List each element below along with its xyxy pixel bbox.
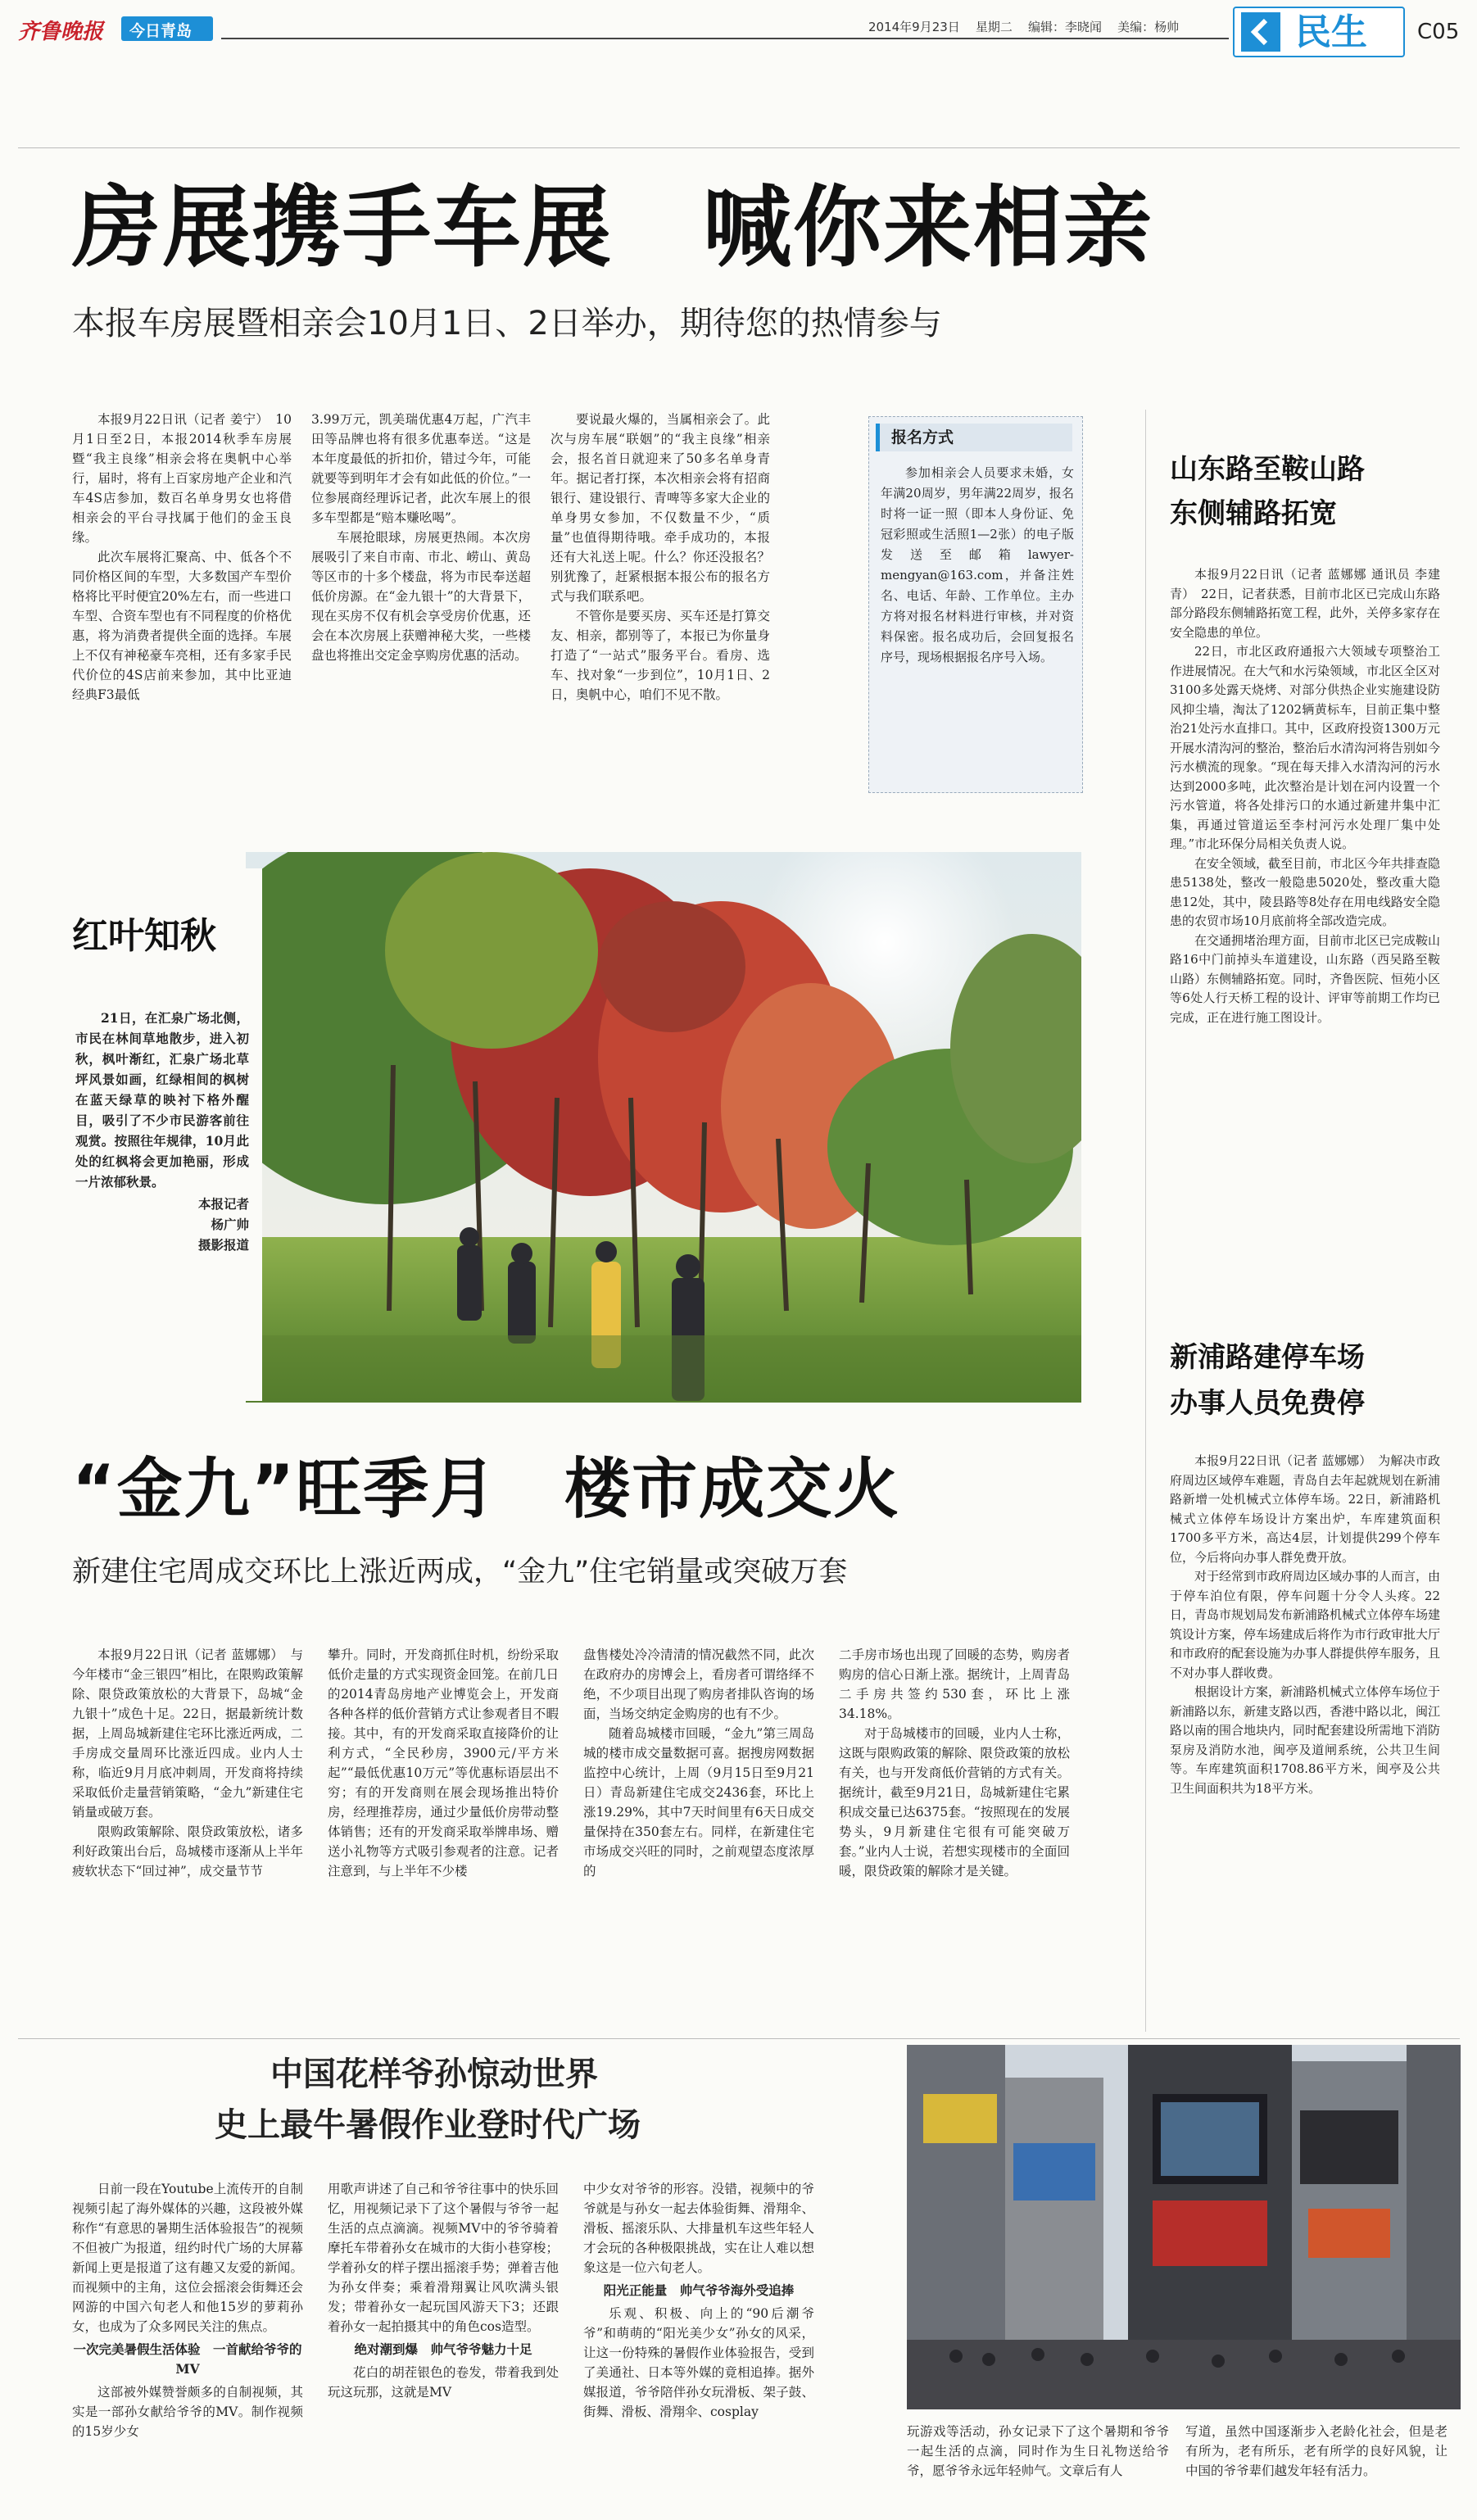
story1-title: 房展携手车展 喊你来相亲 xyxy=(72,177,1154,279)
brand-logo: 齐鲁晚报 xyxy=(18,20,104,44)
side2-p3: 根据设计方案，新浦路机械式立体停车场位于新浦路以东，新建支路以西，香港中路以北，闽江路以南的围合地块内，同时配套建设所需地下消防泵房及消防水池，闽亭及道闸系统，公共卫生间等。车库建筑面积1708.86平方米，闽亭及公共卫生间面积共为18平方米。 xyxy=(1170,1684,1441,1796)
story1-col3-p2: 不管你是要买房、买车还是打算交友、相亲，都别等了，本报已为你量身打造了“一站式”服务平台。看房、选车、找对象“一步到位”，10月1日、2日，奥帆中心，咱们不见不散。 xyxy=(550,609,770,702)
story3-col3-p1: 中少女对爷爷的形容。没错，视频中的爷爷就是与孙女一起去体验街舞、滑翔伞、滑板、摇滚乐队、大排量机车这些年轻人才会玩的各种极限挑战，实在让人难以想象这是一位六旬老人。 xyxy=(583,2182,814,2275)
side1-title-line2: 东侧辅路拓宽 xyxy=(1170,497,1337,530)
story3-col5 xyxy=(1185,2422,1448,2481)
story1-col2 xyxy=(311,410,531,665)
masthead xyxy=(0,0,1477,66)
edition-badge xyxy=(121,16,213,41)
photo1-caption-text: 21日，在汇泉广场北侧，市民在林间草地散步，进入初秋，枫叶渐红，汇泉广场北草坪风景如画，红绿相间的枫树在蓝天绿草的映衬下格外醒目，吸引了不少市民游客前往观赏。按照往年规律，10月此处的红枫将会更加艳丽，形成一片浓郁秋景。 xyxy=(75,1010,249,1190)
side1-p1: 本报9月22日讯（记者 蓝娜娜 通讯员 李建青） 22日，记者获悉，目前市北区已完成山东路部分路段东侧辅路拓宽工程，此外，关停多家存在安全隐患的单位。 xyxy=(1170,567,1441,640)
header-meta xyxy=(868,18,1179,35)
side2-p1: 本报9月22日讯（记者 蓝娜娜） 为解决市政府周边区域停车难题，青岛自去年起就规划在新浦路新增一处机械式立体停车场。22日，新浦路机械式立体停车场设计方案出炉，车库建筑面积1700多平方米，高达4层，计划提供299个停车位，今后将向办事人群免费开放。 xyxy=(1170,1453,1441,1565)
story3-title-line1: 中国花样爷孙惊动世界 xyxy=(270,2055,598,2093)
story3-col3-p2: 乐观、积极、向上的“90后潮爷爷”和萌萌的“阳光美少女”孙女的风采，让这一份特殊的暑假作业体验报告，受到了美通社、日本等外媒的竟相追捧。据外媒报道，爷爷陪伴孙女玩滑板、架子鼓、街舞、滑板、滑翔伞、cosplay xyxy=(583,2306,814,2419)
story2-col4 xyxy=(839,1645,1070,1881)
side2-p2: 对于经常到市政府周边区域办事的人而言，由于停车泊位有限，停车问题十分令人头疼。22日，青岛市规划局发布新浦路机械式立体停车场建筑设计方案，停车场建成后将作为市行政审批大厅和市政府的配套设施为办事人群提供停车服务，且不对办事人群收费。 xyxy=(1170,1569,1441,1680)
story3-col4 xyxy=(907,2422,1169,2481)
page-number: C05 xyxy=(1417,20,1460,44)
header-rule xyxy=(221,38,1229,39)
story3-col5-p1: 写道，虽然中国逐渐步入老龄化社会，但是老有所为，老有所乐，老有所学的良好风貌，让中国的爷爷辈们越发年轻有活力。 xyxy=(1185,2424,1448,2478)
red-leaves-photo xyxy=(246,852,1081,1403)
photo1-caption xyxy=(75,1008,249,1255)
top-rule xyxy=(18,147,1460,148)
header-designer: 美编：杨帅 xyxy=(1117,20,1180,34)
story3-col1-p2: 这部被外媒赞誉颇多的自制视频，其实是一部孙女献给爷爷的MV。制作视频的15岁少女 xyxy=(72,2385,303,2439)
story2-col3 xyxy=(583,1645,814,1881)
story1-col1 xyxy=(72,410,292,705)
side2-body xyxy=(1170,1452,1440,1798)
photo1-title: 红叶知秋 xyxy=(72,915,216,957)
story2-col2-p1: 攀升。同时，开发商抓住时机，纷纷采取低价走量的方式实现资金回笼。在前几日的2014青岛房地产业博览会上，开发商各种各样的低价营销方式让参观者目不暇接。其中，有的开发商采取直接降价的让利方式，“全民秒房，3900元/平方米起”“最低优惠10万元”等优惠标语层出不穷；有的开发商则在展会现场推出特价房，经理推荐房，通过少量低价房带动整体销售；还有的开发商采取举牌串场、赠送小礼物等方式吸引参观者的注意。记者注意到，与上半年不少楼 xyxy=(328,1648,559,1879)
signup-box-title: 报名方式 xyxy=(876,424,1072,451)
story2-col2 xyxy=(328,1645,559,1881)
story3-col2-p1: 用歌声讲述了自己和爷爷往事中的快乐回忆，用视频记录下了这个暑假与爷爷一起生活的点点滴滴。视频MV中的爷爷骑着摩托车带着孙女在城市的大街小巷穿梭；学着孙女的样子摆出摇滚手势；弹着吉他为孙女伴奏；乘着滑翔翼让风吹满头银发；带着孙女一起玩国风游天下3；还跟着孙女一起拍摄其中的角色cos造型。 xyxy=(328,2182,559,2334)
story3-top-rule xyxy=(18,2038,1460,2039)
story3-col2-p2: 花白的胡茬银色的卷发，带着我到处玩这玩那，这就是MV xyxy=(328,2365,559,2400)
story2-col1 xyxy=(72,1645,303,1881)
story3-title-line2: 史上最牛暑假作业登时代广场 xyxy=(215,2106,641,2144)
story3-col2 xyxy=(328,2179,559,2402)
story3-col4-p1: 玩游戏等活动，孙女记录下了这个暑期和爷爷一起生活的点滴，同时作为生日礼物送给爷爷，愿爷爷永远年轻帅气。文章后有人 xyxy=(907,2424,1169,2478)
section-name: 民生 xyxy=(1295,11,1367,53)
side1-p3: 在安全领域，截至目前，市北区今年共排查隐患5138处，整改一般隐患5020处，整改重大隐患12处，其中，陵县路等8处存在用电线路安全隐患的农贸市场10月底前将全部改造完成。 xyxy=(1170,855,1441,928)
header-date: 2014年9月23日 xyxy=(868,20,960,34)
times-square-photo-image xyxy=(907,2045,1461,2409)
story3-col1-p1: 日前一段在Youtube上流传开的自制视频引起了海外媒体的兴趣，这段被外媒称作“有意思的暑期生活体验报告”的视频不但被广为报道，纽约时代广场的大屏幕新闻上更是报道了这有趣又友爱的新闻。而视频中的主角，这位会摇滚会街舞还会网游的中国六旬老人和他15岁的萝莉孙女，也成为了众多网民关注的焦点。 xyxy=(72,2182,303,2334)
side1-p2: 22日，市北区政府通报六大领域专项整治工作进展情况。在大气和水污染领域，市北区全区对3100多处露天烧烤、对部分供热企业实施建设防风抑尘墙，淘汰了1202辆黄标车，目前正集中整治21处污水直排口。其中，区政府投资1300万元开展水清沟河的整治，整治后水清沟河将告别如今污水横流的现象。“现在每天排入水清沟河的污水达到2000多吨，此次整治是计划在河内设置一个污水管道，将各处排污口的水通过新建井集中汇集，再通过管道运至李村河污水处理厂集中处理。”市北环保分局相关负责人说。 xyxy=(1170,644,1441,851)
story2-col1-p2: 限购政策解除、限贷政策放松，诸多利好政策出台后，岛城楼市逐渐从上半年疲软状态下“回过神”，成交量节节 xyxy=(72,1824,303,1879)
story1-col2-p1: 3.99万元，凯美瑞优惠4万起，广汽丰田等品牌也将有很多优惠奉送。“这是本年度最低的折扣价，错过今年，可能就要等到明年才会有如此低的价位。”一位参展商经理诉记者，此次车展上的很多车型都是“赔本赚吆喝”。 xyxy=(311,412,531,525)
side1-body xyxy=(1170,565,1440,1027)
section-tab xyxy=(1233,7,1405,57)
photo1-credit3: 摄影报道 xyxy=(197,1237,249,1253)
story2-col3-p2: 随着岛城楼市回暖，“金九”第三周岛城的楼市成交量数据可喜。据搜房网数据监控中心统计，上周（9月15日至9月21日）青岛新建住宅成交2436套，环比上涨19.29%，其中7天时间里有6天日成交量保持在350套左右。同样，在新建住宅市场成交兴旺的同时，之前观望态度浓厚的 xyxy=(583,1726,814,1879)
story3-col3 xyxy=(583,2179,814,2422)
side1-p4: 在交通拥堵治理方面，目前市北区已完成鞍山路16中门前掉头车道建设，山东路（西吴路至鞍山路）东侧辅路拓宽。同时，齐鲁医院、恒苑小区等6处人行天桥工程的设计、评审等前期工作均已完成，正在进行施工图设计。 xyxy=(1170,932,1441,1025)
story3-col1-heading: 一次完美暑假生活体验 一首献给爷爷的MV xyxy=(73,2341,302,2377)
story2-col4-p2: 对于岛城楼市的回暖，业内人士称，这既与限购政策的解除、限贷政策的放松有关，也与开发商低价营销的方式有关。据统计，截至9月21日，岛城新建住宅累积成交量已达6375套。“按照现在的发展势头，9月新建住宅很有可能突破万套。”业内人士说，若想实现楼市的全面回暖，限贷政策的解除才是关键。 xyxy=(839,1726,1070,1879)
story1-col3 xyxy=(550,410,770,705)
sidebar-divider xyxy=(1145,410,1146,2032)
story1-col2-p2: 车展抢眼球，房展更热闹。本次房展吸引了来自市南、市北、崂山、黄岛等区市的十多个楼盘，将为市民奉送超低价房源。在“金九银十”的大背景下，现在买房不仅有机会享受房价优惠，还会在本次房展上获赠神秘大奖，一些楼盘也将推出交定金享购房优惠的活动。 xyxy=(311,530,531,663)
story2-col1-p1: 本报9月22日讯（记者 蓝娜娜） 与今年楼市“金三银四”相比，在限购政策解除、限贷政策放松的大背景下，岛城“金九银十”成色十足。22日，据最新统计数据，上周岛城新建住宅环比涨近两成，二手房成交量周环比涨近四成。业内人士称，临近9月月底冲刺周，开发商将持续采取低价走量营销策略，“金九”新建住宅销量或破万套。 xyxy=(72,1648,303,1820)
signup-box-text xyxy=(881,463,1074,668)
story3-col3-heading: 阳光正能量 帅气爷爷海外受追捧 xyxy=(603,2282,795,2298)
photo1-credit1: 本报记者 xyxy=(197,1196,249,1212)
side1-title-line1: 山东路至鞍山路 xyxy=(1170,453,1365,486)
side2-title-line1: 新浦路建停车场 xyxy=(1170,1341,1365,1374)
red-leaves-photo-image xyxy=(246,852,1081,1403)
story1-col3-p1: 要说最火爆的，当属相亲会了。此次与房车展“联姻”的“我主良缘”相亲会，报名首日就迎来了50多名单身青年。据记者打探，本次相亲会将有招商银行、建设银行、青啤等多家大企业的单身男女参加，不仅数量不少，“质量”也值得期待哦。牵手成功的，本报还有大礼送上呢。什么？你还没报名？别犹豫了，赶紧根据本报公布的报名方式与我们联系吧。 xyxy=(550,412,770,604)
story1-col1-p1: 本报9月22日讯（记者 姜宁） 10月1日至2日，本报2014秋季车房展暨“我主良缘”相亲会将在奥帆中心举行，届时，将有上百家房地产企业和汽车4S店参加，数百名单身男女也将借相亲会的平台寻找属于他们的金玉良缘。 xyxy=(72,412,292,545)
story2-col4-p1: 二手房市场也出现了回暖的态势，购房者购房的信心日渐上涨。据统计，上周青岛二手房共签约530套，环比上涨34.18%。 xyxy=(839,1648,1070,1721)
section-arrow-icon xyxy=(1241,12,1280,52)
story3-col2-heading: 绝对潮到爆 帅气爷爷魅力十足 xyxy=(354,2341,532,2357)
story1-subtitle: 本报车房展暨相亲会10月1日、2日举办，期待您的热情参与 xyxy=(72,305,942,342)
story2-subtitle: 新建住宅周成交环比上涨近两成，“金九”住宅销量或突破万套 xyxy=(72,1556,848,1589)
header-weekday: 星期二 xyxy=(975,20,1013,34)
photo1-credit2: 杨广帅 xyxy=(211,1217,249,1232)
story2-title: “金九”旺季月 楼市成交火 xyxy=(72,1451,901,1527)
header-editor: 编辑：李晓闻 xyxy=(1027,20,1102,34)
signup-box-body: 参加相亲会人员要求未婚，女年满20周岁，男年满22周岁，报名时将一证一照（即本人身份证、免冠彩照或生活照1—2张）的电子版发送至邮箱lawyer-mengyan@163.com，并备注姓名、电话、年龄、工作单位。主办方将对报名材料进行审核，并对资料保密。报名成功后，会回复报名序号，现场根据报名序号入场。 xyxy=(881,465,1074,664)
times-square-photo xyxy=(907,2045,1461,2409)
side2-title-line2: 办事人员免费停 xyxy=(1170,1387,1365,1420)
story1-col1-p2: 此次车展将汇聚高、中、低各个不同价格区间的车型，大多数国产车型价格将比平时便宜20%左右，而一些进口车型、合资车型也有不同程度的价格优惠，将为消费者提供全面的选择。车展上不仅有神秘豪车亮相，还有多家手民代价位的4S店前来参加，其中比亚迪经典F3最低 xyxy=(72,550,292,702)
story3-col1 xyxy=(72,2179,303,2441)
signup-box xyxy=(868,416,1083,793)
story2-col3-p1: 盘售楼处冷冷清清的情况截然不同，此次在政府办的房博会上，看房者可谓络绎不绝，不少项目出现了购房者排队咨询的场面，当场交纳定金购房的也有不少。 xyxy=(583,1648,814,1721)
edition-label: 今日青岛 xyxy=(129,22,193,40)
